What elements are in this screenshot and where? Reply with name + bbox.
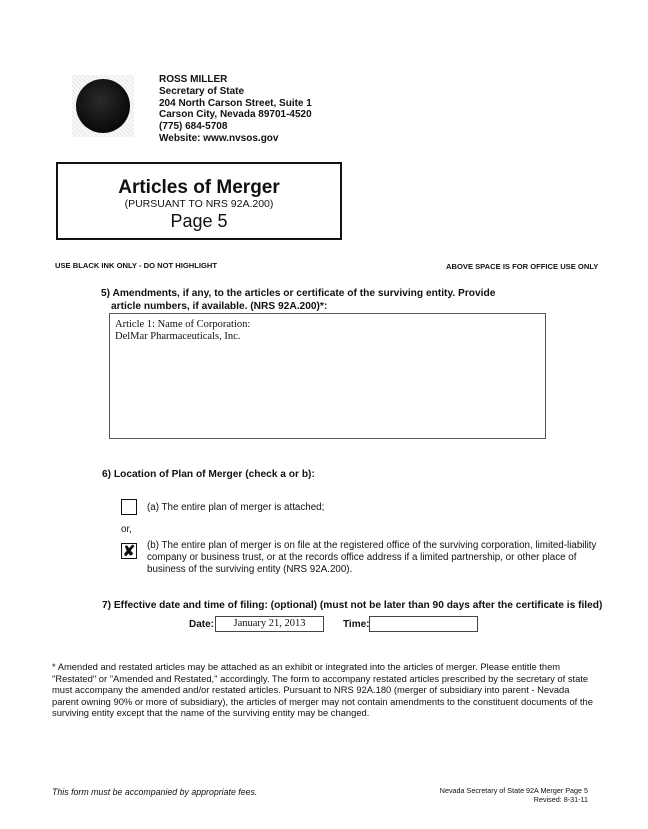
option-a-checkbox[interactable]: [121, 499, 137, 515]
or-label: or,: [121, 524, 132, 535]
section-5-heading: [101, 288, 495, 313]
section-5-heading-line: 5) Amendments, if any, to the articles or certificate of the surviving entity. Provide: [101, 288, 496, 299]
address-line: (775) 684-5708: [159, 121, 228, 133]
option-b-label-line: business of the surviving entity (NRS 92A.200).: [147, 563, 353, 575]
office-use-notice: ABOVE SPACE IS FOR OFFICE USE ONLY: [446, 262, 599, 271]
form-title-box: [56, 162, 342, 240]
form-id: Nevada Secretary of State 92A Merger Page 5: [439, 786, 588, 795]
address-line: 204 North Carson Street, Suite 1: [159, 97, 312, 109]
option-b-checkbox[interactable]: ✘: [122, 542, 136, 560]
date-input[interactable]: January 21, 2013: [215, 616, 324, 632]
address-line: Website: www.nvsos.gov: [159, 132, 279, 144]
amendments-textarea[interactable]: [109, 313, 546, 439]
date-label: Date:: [189, 619, 215, 630]
footnote: * Amended and restated articles may be attached as an exhibit or integrated into the articles of merger. Please entitle them "Restated" or "Amended and Restated," accordingly. The form to accompany restated articles prescribed by the secretary of state must accompany the amended and/or restated articles. Pursuant to NRS 92A.180 (merger of subsidiary into parent - Nevada parent owning 90% or more of subsidiary), the articles of merger may not contain amendments to the constituent documents of the surviving entity except that the name of the surviving entity may be changed.: [52, 661, 593, 719]
form-subtitle: (PURSUANT TO NRS 92A.200): [124, 198, 274, 210]
amendment-line: Article 1: Name of Corporation:: [115, 319, 251, 330]
state-seal-icon: [72, 75, 134, 137]
option-b-label-line: (b) The entire plan of merger is on file at the registered office of the surviving corporation, limited-liability: [147, 540, 597, 551]
address-line: Secretary of State: [159, 85, 245, 97]
secretary-of-state-address: [159, 74, 312, 145]
time-label: Time:: [343, 619, 370, 630]
revised-date: Revised: 8-31-11: [533, 795, 588, 804]
address-line: Carson City, Nevada 89701-4520: [159, 109, 312, 121]
option-b-label: [147, 540, 596, 575]
form-id-block: [420, 786, 588, 804]
form-title: Articles of Merger: [118, 177, 280, 198]
seal-disk: [76, 79, 130, 133]
section-5-heading-line: article numbers, if available. (NRS 92A.200)*:: [111, 300, 328, 312]
option-b-label-line: company or business trust, or at the records office address if a limited partnership, or other place of: [147, 551, 577, 563]
section-7-heading: 7) Effective date and time of filing: (optional) (must not be later than 90 days after the certificate is filed): [102, 600, 603, 611]
address-line: ROSS MILLER: [159, 74, 228, 85]
option-a-label: (a) The entire plan of merger is attached;: [147, 502, 325, 513]
section-6-heading: 6) Location of Plan of Merger (check a or b):: [102, 469, 315, 480]
amendment-line: DelMar Pharmaceuticals, Inc.: [115, 331, 241, 342]
form-page-number: Page 5: [170, 211, 228, 231]
fees-note: This form must be accompanied by appropriate fees.: [52, 787, 258, 797]
time-input[interactable]: [369, 616, 478, 632]
ink-notice: USE BLACK INK ONLY - DO NOT HIGHLIGHT: [55, 261, 218, 270]
